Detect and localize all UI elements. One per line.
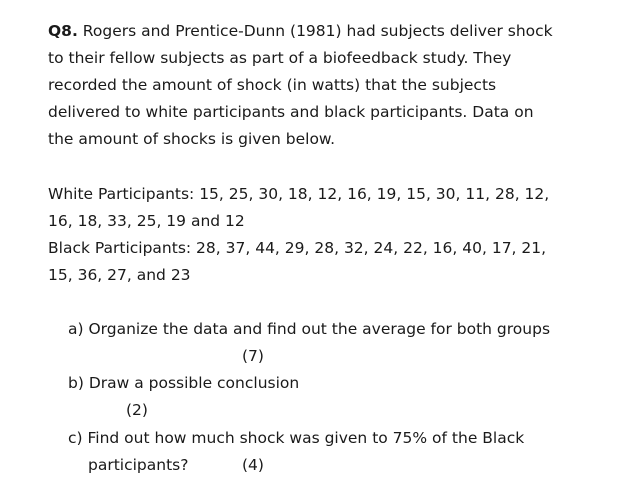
part-c-marks: (4)	[242, 456, 264, 474]
part-c-text-line1: c) Find out how much shock was given to 75% of the Black	[68, 429, 525, 447]
intro-line-4: delivered to white participants and black participants. Data on	[48, 103, 534, 121]
part-a-marks: (7)	[242, 347, 264, 365]
part-b-marks: (2)	[126, 401, 148, 419]
intro-line-5: the amount of shocks is given below.	[48, 130, 336, 148]
part-a-text: a) Organize the data and find out the average for both groups	[68, 320, 551, 338]
intro-line-2: to their fellow subjects as part of a biofeedback study. They	[48, 49, 512, 67]
white-participants-data	[48, 181, 578, 235]
white-line-1: White Participants: 15, 25, 30, 18, 12, 16, 19, 15, 30, 11, 28, 12,	[48, 185, 550, 203]
black-line-2: 15, 36, 27, and 23	[48, 266, 191, 284]
black-participants-data	[48, 235, 578, 289]
question-intro	[48, 18, 568, 153]
question-number: Q8.	[48, 22, 78, 40]
white-line-2: 16, 18, 33, 25, 19 and 12	[48, 212, 245, 230]
black-line-1: Black Participants: 28, 37, 44, 29, 28, 32, 24, 22, 16, 40, 17, 21,	[48, 239, 547, 257]
part-c-text-line2: participants?	[88, 456, 189, 474]
intro-line-1: Q8. Rogers and Prentice-Dunn (1981) had subjects deliver shock	[48, 22, 553, 40]
intro-line-3: recorded the amount of shock (in watts) that the subjects	[48, 76, 497, 94]
part-b-text: b) Draw a possible conclusion	[68, 374, 300, 392]
